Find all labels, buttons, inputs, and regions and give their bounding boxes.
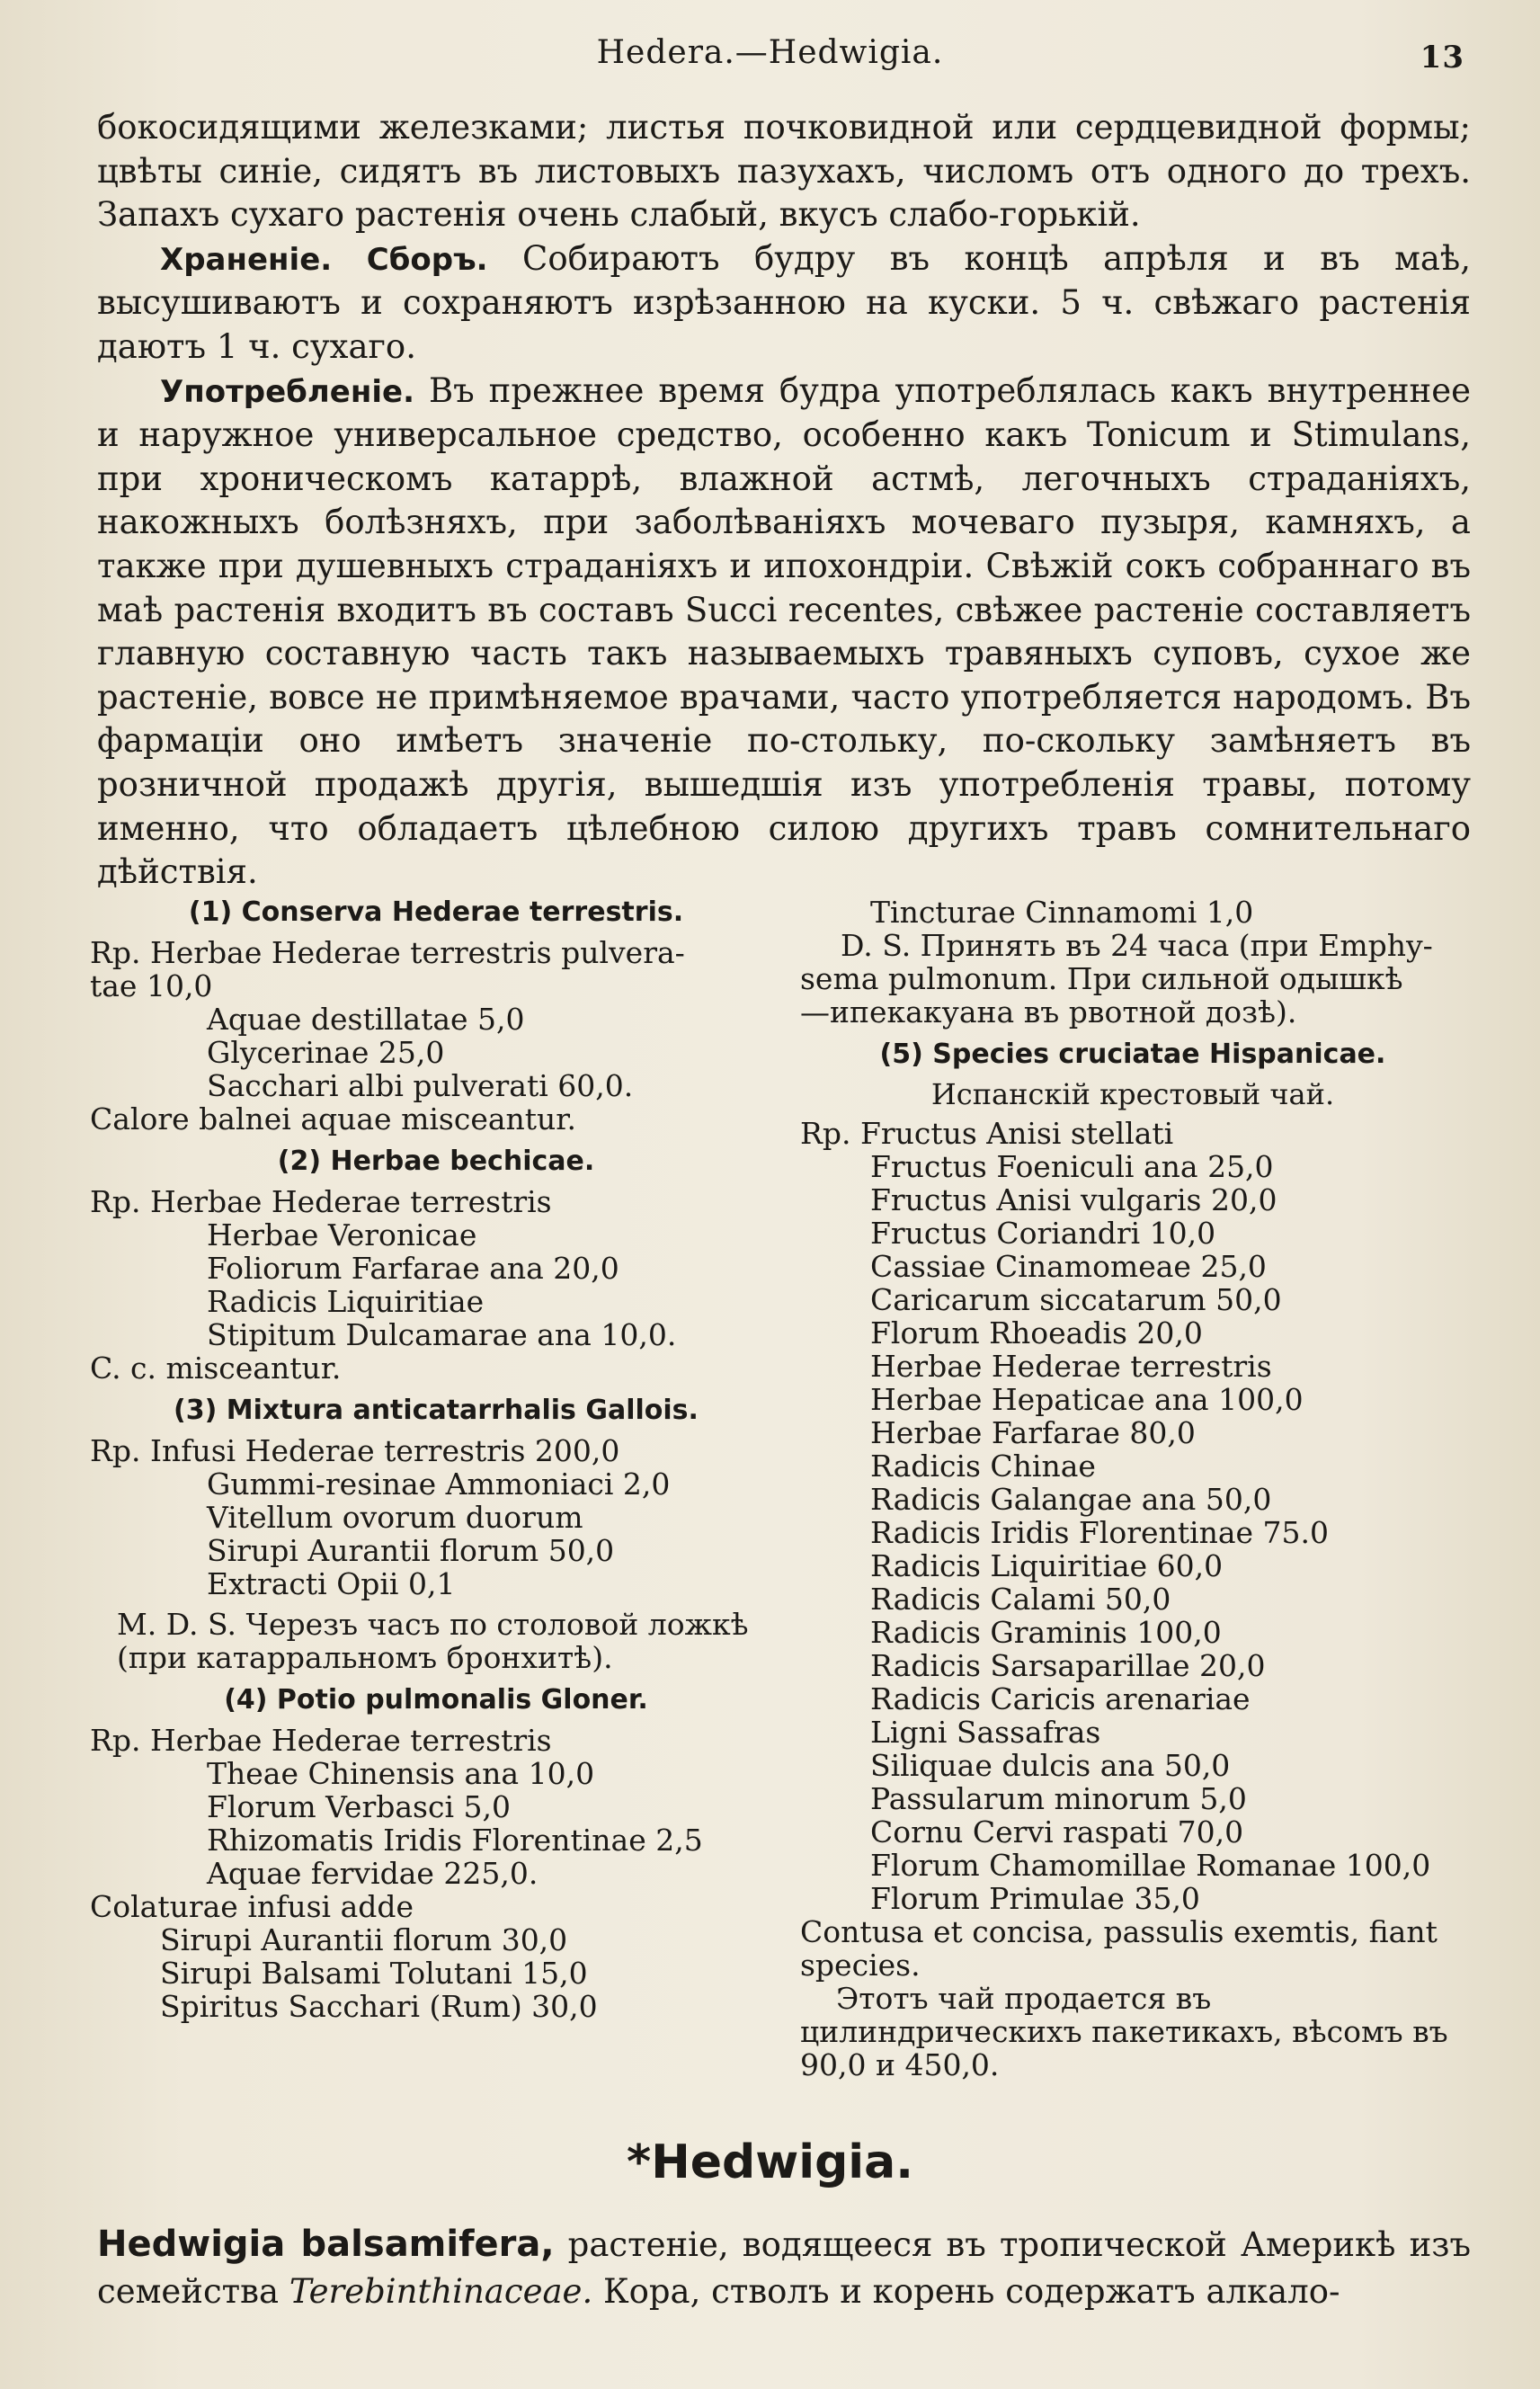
recipe-line: Spiritus Sacchari (Rum) 30,0	[160, 1989, 598, 2024]
recipe-line: Florum Verbasci 5,0	[207, 1789, 511, 1824]
section-text-b: Кора, стволъ и корень содержатъ алкало-	[592, 2272, 1340, 2311]
recipe-line: Florum Chamomillae Romanae 100,0	[870, 1848, 1431, 1883]
paragraph-storage	[97, 237, 1471, 370]
recipe-line: Sirupi Aurantii florum 30,0	[160, 1922, 568, 1957]
recipe-line: D. S. Принять въ 24 часа (при Emphy-	[841, 928, 1433, 963]
right-column	[800, 896, 1465, 2081]
recipe-1-title: (1) Conserva Hederae terrestris.	[188, 896, 684, 928]
recipe-line: Sacchari albi pulverati 60,0.	[207, 1068, 634, 1103]
left-column	[90, 896, 782, 2023]
species-name: Hedwigia balsamifera,	[97, 2224, 555, 2265]
recipe-line: Rp. Infusi Hederae terrestris 200,0	[90, 1433, 620, 1468]
recipe-3-title: (3) Mixtura anticatarrhalis Gallois.	[174, 1395, 699, 1426]
recipe-line: Fructus Foeniculi ana 25,0	[870, 1149, 1274, 1184]
recipe-line: Radicis Galangae ana 50,0	[870, 1482, 1272, 1517]
recipe-line: C. c. misceantur.	[90, 1350, 342, 1386]
usage-label: Употребленіе.	[160, 373, 414, 410]
recipe-line: Glycerinae 25,0	[207, 1035, 445, 1070]
recipe-line: Radicis Sarsaparillae 20,0	[870, 1648, 1266, 1683]
paragraph-usage	[97, 370, 1471, 895]
recipe-line: Passularum minorum 5,0	[870, 1781, 1247, 1816]
recipe-line: Radicis Calami 50,0	[870, 1582, 1171, 1617]
recipe-line: Extracti Opii 0,1	[207, 1566, 456, 1601]
storage-label: Храненіе. Сборъ.	[160, 241, 488, 278]
page-header	[0, 34, 1540, 88]
recipe-line: Radicis Liquiritiae	[207, 1284, 485, 1319]
recipe-line: Aquae fervidae 225,0.	[207, 1856, 539, 1891]
recipe-line: Stipitum Dulcamarae ana 10,0.	[207, 1317, 677, 1352]
recipe-line: Fructus Anisi vulgaris 20,0	[870, 1182, 1277, 1217]
recipe-line: Radicis Caricis arenariae	[870, 1681, 1251, 1716]
section-paragraph	[97, 2221, 1471, 2315]
recipe-line: Caricarum siccatarum 50,0	[870, 1282, 1282, 1317]
recipe-line: Cornu Cervi raspati 70,0	[870, 1814, 1244, 1850]
usage-text: Въ прежнее время будра употреблялась какъ внутреннее и наружное универсальное средство, особенно какъ Tonicum и Stimulans, при хроническомъ катаррѣ, влажной астмѣ, легочныхъ страданіяхъ, накожныхъ болѣзняхъ, при заболѣваніяхъ мочеваго пузыря, камняхъ, а также при душевныхъ страданіяхъ и ипохондріи. Свѣжій сокъ собраннаго въ маѣ растенія входитъ въ составъ Succi recentes, свѣжее растеніе составляетъ главную составную часть такъ называемыхъ травяныхъ суповъ, сухое же растеніе, вовсе не примѣняемое врачами, часто употребляется народомъ. Въ фармаціи оно имѣетъ значеніе по-стольку, по-скольку замѣняетъ въ розничной продажѣ другія, вышедшія изъ употребленія травы, потому именно, что обладаетъ цѣлебною силою другихъ травъ сомнительнаго дѣйствія.	[97, 370, 1471, 892]
recipe-line: Radicis Chinae	[870, 1449, 1096, 1484]
recipe-line: Fructus Coriandri 10,0	[870, 1216, 1216, 1251]
recipe-line: Rp. Herbae Hederae terrestris	[90, 1184, 552, 1219]
recipe-line: —ипекакуана въ рвотной дозѣ).	[800, 994, 1297, 1030]
recipe-line: Florum Rhoeadis 20,0	[870, 1315, 1203, 1350]
section-title: *Hedwigia.	[627, 2135, 913, 2189]
recipe-line: Herbae Hepaticae ana 100,0	[870, 1382, 1304, 1417]
recipe-line: Herbae Farfarae 80,0	[870, 1415, 1196, 1450]
recipe-line: tae 10,0	[90, 968, 213, 1003]
recipe-line: Foliorum Farfarae ana 20,0	[207, 1251, 619, 1286]
recipe-line: Florum Primulae 35,0	[870, 1881, 1200, 1916]
main-text	[97, 106, 1471, 895]
recipe-line: Ligni Sassafras	[870, 1715, 1101, 1750]
recipe-5-title: (5) Species cruciatae Hispanicae.	[879, 1039, 1386, 1070]
running-title: Hedera.—Hedwigia.	[596, 34, 944, 71]
recipe-line: Radicis Liquiritiae 60,0	[870, 1548, 1224, 1583]
recipe-line: Aquae destillatae 5,0	[207, 1002, 525, 1037]
recipe-note: M. D. S. Черезъ часъ по столовой ложкѣ (при катарральномъ бронхитѣ).	[117, 1607, 749, 1675]
recipe-line: Siliquae dulcis ana 50,0	[870, 1748, 1231, 1783]
storage-text: Собираютъ будру въ концѣ апрѣля и въ маѣ, высушиваютъ и сохраняютъ изрѣзанною на куски. 5 ч. свѣжаго растенія даютъ 1 ч. сухаго.	[97, 238, 1472, 366]
recipe-line: Radicis Graminis 100,0	[870, 1615, 1222, 1650]
recipe-line: sema pulmonum. При сильной одышкѣ	[800, 961, 1403, 996]
recipe-line: Theae Chinensis ana 10,0	[207, 1756, 595, 1791]
paragraph-description: бокосидящими железками; листья почковидной или сердцевидной формы; цвѣты синіе, сидятъ въ листовыхъ пазухахъ, числомъ отъ одного до трехъ. Запахъ сухаго растенія очень слабый, вкусъ слабо-горькій.	[97, 108, 1471, 235]
recipe-line: Sirupi Aurantii florum 50,0	[207, 1533, 615, 1568]
recipe-4-title: (4) Potio pulmonalis Gloner.	[224, 1684, 648, 1716]
recipe-line: Radicis Iridis Florentinae 75.0	[870, 1515, 1330, 1550]
recipe-line: Rp. Herbae Hederae terrestris	[90, 1723, 552, 1758]
recipe-line: Sirupi Balsami Tolutani 15,0	[160, 1956, 588, 1991]
recipe-line: Rhizomatis Iridis Florentinae 2,5	[207, 1823, 703, 1858]
page-number: 13	[1420, 40, 1464, 76]
recipe-line: Gummi-resinae Ammoniaci 2,0	[207, 1466, 671, 1502]
recipe-line: Calore balnei aquae misceantur.	[90, 1101, 576, 1137]
recipe-closing: Contusa et concisa, passulis exemtis, fiant species.	[800, 1914, 1438, 1983]
recipe-note: Этотъ чай продается въ цилиндрическихъ пакетикахъ, вѣсомъ въ 90,0 и 450,0.	[800, 1981, 1448, 2082]
recipe-2-title: (2) Herbae bechicae.	[277, 1145, 595, 1177]
recipe-line: Herbae Hederae terrestris	[870, 1349, 1272, 1384]
recipe-5-subtitle: Испанскій крестовый чай.	[930, 1077, 1335, 1111]
recipe-line: Rp. Fructus Anisi stellati	[800, 1116, 1174, 1151]
recipe-line: Herbae Veronicae	[207, 1217, 477, 1252]
recipe-line: Vitellum ovorum duorum	[207, 1500, 583, 1535]
section-text-a: растеніе, водящееся въ тропической Америкѣ изъ семейства	[97, 2225, 1471, 2311]
recipe-line: Tincturae Cinnamomi 1,0	[870, 895, 1254, 930]
recipe-line: Cassiae Cinamomeae 25,0	[870, 1249, 1267, 1284]
family-name: Terebinthinaceae.	[289, 2272, 593, 2311]
recipe-line: Colaturae infusi adde	[90, 1889, 414, 1924]
recipe-line: Rp. Herbae Hederae terrestris pulvera-	[90, 935, 685, 970]
